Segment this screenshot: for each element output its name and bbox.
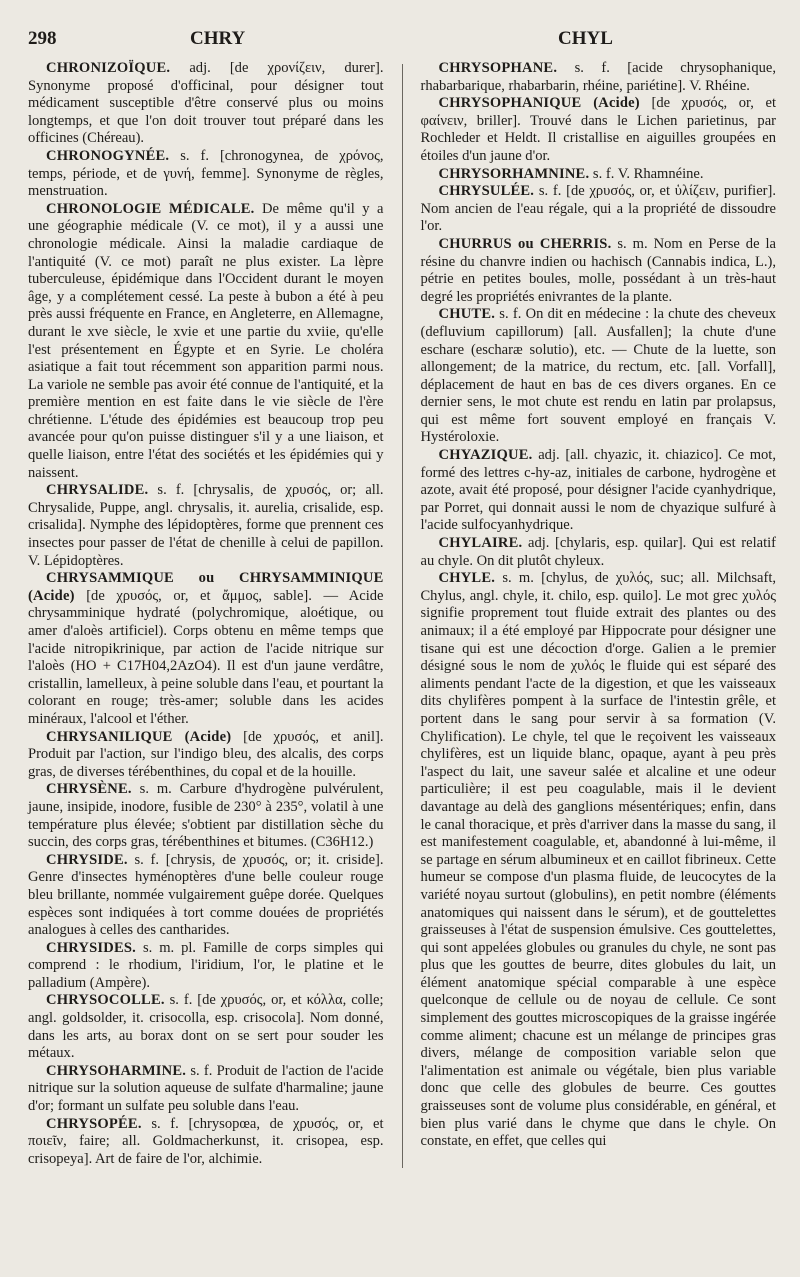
- entry-headword: CHRYSOPÉE.: [46, 1115, 142, 1132]
- entry-body: s. f. [de χρυσός, or, et ὑλίζειν, purifier]. Nom ancien de l'eau régale, qui a la propriété de dissoudre l'or.: [420, 183, 776, 235]
- entry-headword: CHRONIZOÏQUE.: [46, 60, 171, 76]
- entry-headword: CHURRUS ou CHERRIS.: [438, 235, 612, 252]
- dictionary-entry: [420, 166, 776, 184]
- dictionary-entry: [28, 1063, 384, 1116]
- entry-body: s. f. [de χρυσός, or, et κόλλα, colle; angl. goldsolder, it. crisocolla, esp. crisocola]. Nom donné, dans les arts, au borax dont on se sert pour souder les métaux.: [28, 992, 384, 1062]
- dictionary-entry: [420, 535, 776, 570]
- column-divider: [402, 64, 403, 1168]
- entry-body: adj. [de χρονίζειν, durer]. Synonyme proposé d'officinal, pour désigner tout médicament susceptible d'être conservé plus ou moins longtemps, et que l'on doit trouver tout préparé dans les officines (Chéreau).: [28, 60, 384, 147]
- text-columns: [28, 60, 776, 1168]
- dictionary-entry: [420, 447, 776, 535]
- dictionary-entry: [420, 95, 776, 165]
- entry-body: s. m. [chylus, de χυλός, suc; all. Milchsaft, Chylus, angl. chyle, it. chilo, esp. quilo]. Le mot grec χυλός signifie proprement tout fluide extrait des plantes ou des animaux; il a été employé par Hippocrate pour désigner une tisane qui est une décoction d'orge. Galien a le premier désigné sous le nom de χυλός le fluide qui est séparé des aliments pendant l'acte de la digestion, et que les vaisseaux dits chylifères pompent à la surface de l'intestin grêle, et portent dans le sang pour servir à sa formation (V. Chylification). Le chyle, tel que le reçoivent les vaisseaux chylifères, est un liquide blanc, opaque, ayant à peu près l'aspect du lait, une saveur salée et alcaline et une odeur particulière; il est peu coagulable, mais il le devient davantage au delà des ganglions mésentériques; enfin, dans le canal thoracique, et près d'arriver dans la masse du sang, il est manifestement coagulable, et, abandonné à lui-même, il se partage en sérum albumineux et en caillot fibrineux. Cette humeur se compose d'un plasma fluide, de leucocytes de la variété noyau surtout (globulins), en petit nombre (éléments anatomiques qui naissent dans le sérum), et de gouttelettes graisseuses à l'état de suspension émulsive. Ces gouttelettes, qui sont appelées globules ou granules du chyle, ne sont pas plus que les gouttes de beurre, dites globules du lait, un élément anatomique spécial comparable à une espèce quelconque de cellule ou de noyau de cellule. Ce sont simplement des gouttes microscopiques de la graisse ingérée comme aliment; chacune est un mélange de principes gras divers, mélange de composition variable selon que l'alimentation est animale ou végétale, bien plus variable donc que celle des globules de beurre. Ces gouttes graisseuses sont de volume plus considérable, en général, et bien plus varié dans le chyme que dans le chyle. On constate, en effet, que celles qui: [420, 570, 776, 1150]
- dictionary-entry: [420, 306, 776, 447]
- entry-body: s. m. Carbure d'hydrogène pulvérulent, jaune, insipide, inodore, fusible de 230° à 235°, volatil à une température plus élevée; s'obtient par distillation sèche du succin, des corps gras, térébenthines et bitumes. (C36H12.): [28, 781, 384, 851]
- entry-body: s. f. V. Rhamnéine.: [589, 165, 704, 182]
- entry-headword: CHRYSIDE.: [46, 851, 128, 868]
- dictionary-entry: [420, 570, 776, 1151]
- entry-headword: CHRYSOCOLLE.: [46, 992, 165, 1009]
- dictionary-entry: [420, 236, 776, 306]
- entry-body: s. f. Produit de l'action de l'acide nitrique sur la solution aqueuse de sulfate d'harmaline; jaune d'or; formant un sulfate peu soluble dans l'eau.: [28, 1062, 384, 1115]
- dictionary-entry: [28, 201, 384, 483]
- dictionary-entry: [28, 1116, 384, 1169]
- entry-headword: CHYLAIRE.: [438, 535, 523, 552]
- entry-headword: CHRONOLOGIE MÉDICALE.: [46, 200, 255, 217]
- dictionary-entry: [28, 992, 384, 1062]
- running-head-right: CHYL: [558, 28, 613, 49]
- entry-body: s. f. [acide chrysophanique, rhabarbarique, rhabarbarin, rhéine, pariétine]. V. Rhéine.: [420, 60, 776, 94]
- entry-headword: CHRONOGYNÉE.: [46, 147, 170, 164]
- entry-body: s. f. [chrysalis, de χρυσός, or; all. Chrysalide, Puppe, angl. chrysalis, it. aurelia, crisalide, esp. crisalida]. Nymphe des lépidoptères, forme que prennent ces insectes pour passer de l'état de chenille à celui de papillon. V. Lépidoptères.: [28, 482, 384, 569]
- entry-body: s. m. pl. Famille de corps simples qui comprend : le rhodium, l'iridium, l'or, le platine et le palladium (Ampère).: [28, 939, 384, 991]
- entry-headword: CHRYSORHAMNINE.: [438, 165, 590, 182]
- page-number: 298: [28, 28, 57, 49]
- left-column: [28, 60, 384, 1168]
- entry-headword: CHRYSAMMIQUE ou CHRYSAMMINIQUE (Acide): [28, 570, 384, 604]
- entry-body: [de χρυσός, or, et φαίνειν, briller]. Trouvé dans le Lichen parietinus, par Rochleder et Heldt. Il cristallise en aiguilles groupées en étoiles d'un jaune d'or.: [420, 95, 776, 164]
- entry-body: s. f. [chrysopœa, de χρυσός, or, et ποιεῖν, faire; all. Goldmacherkunst, it. crisopea, esp. crisopeya]. Art de faire de l'or, alchimie.: [28, 1115, 384, 1167]
- entry-body: [de χρυσός, or, et ἄμμος, sable]. — Acide chrysamminique hydraté (polychromique, aloétique, ou amer d'aloès artificiel). Corps obtenu en même temps que l'acide nitropikrinique, par action de l'acide nitrique sur l'aloès (HO + C17H04,2AzO4). Il est d'un jaune verdâtre, cristallin, lamelleux, à peine soluble dans l'eau, et pourtant la colorant en rouge; très-amer; soluble dans les acides minéraux, l'alcool et l'éther.: [28, 587, 384, 727]
- entry-body: De même qu'il y a une géographie médicale (V. ce mot), il y a aussi une chronologie médicale. Ainsi la maladie cardiaque de l'antiquité (V. ce mot) paraît ne plus exister. La lèpre tuberculeuse, épidémique dans l'Occident durant le moyen âge, y a complétement cessé. La peste à bubon a été à peu près aussi fréquente en France, en Angleterre, en Allemagne, durant le xve siècle, le xvie et une partie du xviie, qu'elle l'est présentement en Égypte et en Syrie. Le choléra asiatique a fait tout récemment son apparition parmi nous. La variole ne semble pas avoir été connue de l'antiquité, et la première mention en est faite dans le vie siècle de l'ère chrétienne. L'étude des épidémies est beaucoup trop peu avancée pour qu'on puisse distinguer s'il y a une liaison, et quelle liaison, entre l'état des sociétés et les épidémies qui y naissent.: [28, 200, 384, 481]
- entry-headword: CHRYSÈNE.: [46, 781, 132, 798]
- entry-body: [de χρυσός, et anil]. Produit par l'action, sur l'indigo bleu, des alcalis, des corps gras, de diverses térébenthines, du copal et de la houille.: [28, 728, 384, 780]
- right-column: [420, 60, 776, 1168]
- entry-body: adj. [chylaris, esp. quilar]. Qui est relatif au chyle. On dit plutôt chyleux.: [420, 535, 776, 569]
- entry-headword: CHRYSALIDE.: [46, 482, 149, 499]
- dictionary-entry: [28, 570, 384, 728]
- running-head-left: CHRY: [190, 28, 246, 49]
- entry-headword: CHRYSULÉE.: [438, 183, 535, 200]
- dictionary-entry: [420, 183, 776, 236]
- dictionary-entry: [28, 148, 384, 201]
- dictionary-entry: [420, 60, 776, 95]
- running-head: [28, 28, 776, 58]
- entry-headword: CHRYSOHARMINE.: [46, 1062, 187, 1079]
- dictionary-entry: [28, 729, 384, 782]
- entry-body: s. f. [chrysis, de χρυσός, or; it. criside]. Genre d'insectes hyménoptères d'une belle couleur rouge bleu brillante, nommée vulgairement guêpe dorée. Quelques espèces sont indiquées à tort comme douées de propriétés analogues à celles des cantharides.: [28, 851, 384, 939]
- entry-headword: CHYAZIQUE.: [438, 447, 533, 464]
- entry-headword: CHYLE.: [438, 570, 496, 587]
- dictionary-entry: [28, 781, 384, 851]
- entry-headword: CHRYSOPHANE.: [438, 60, 558, 76]
- entry-headword: CHRYSIDES.: [46, 939, 137, 956]
- entry-headword: CHRYSOPHANIQUE (Acide): [438, 95, 640, 112]
- dictionary-entry: [28, 940, 384, 993]
- entry-body: s. f. [chronogynea, de χρόνος, temps, période, et de γυνή, femme]. Synonyme de règles, menstruation.: [28, 147, 384, 200]
- entry-body: s. f. On dit en médecine : la chute des cheveux (defluvium capillorum) [all. Ausfallen]; la chute d'une eschare (escharæ solutio), etc. — Chute de la luette, son allongement; de la matrice, du rectum, etc. [all. Vorfall], déplacement de haut en bas de ces divers organes. En ce dernier sens, le mot chute est rendu en latin par prolapsus, qui est même fort souvent employé en français V. Hystéroloxie.: [420, 306, 776, 446]
- entry-body: s. m. Nom en Perse de la résine du chanvre indien ou hachisch (Cannabis indica, L.), pétrie en petites boules, molle, possédant à un très-haut degré les propriétés enivrantes de la plante.: [420, 235, 776, 305]
- dictionary-entry: [28, 482, 384, 570]
- entry-body: adj. [all. chyazic, it. chiazico]. Ce mot, formé des lettres c-hy-az, initiales de carbone, hydrogène et azote, avait été proposé, pour désigner l'acide cyanhydrique, par Porret, qui donnait aussi le nom de chyazique sulfuré à l'acide sulfocyanhydrique.: [420, 447, 776, 534]
- entry-headword: CHUTE.: [438, 306, 496, 323]
- entry-headword: CHRYSANILIQUE (Acide): [46, 728, 232, 745]
- dictionary-entry: [28, 60, 384, 148]
- dictionary-entry: [28, 852, 384, 940]
